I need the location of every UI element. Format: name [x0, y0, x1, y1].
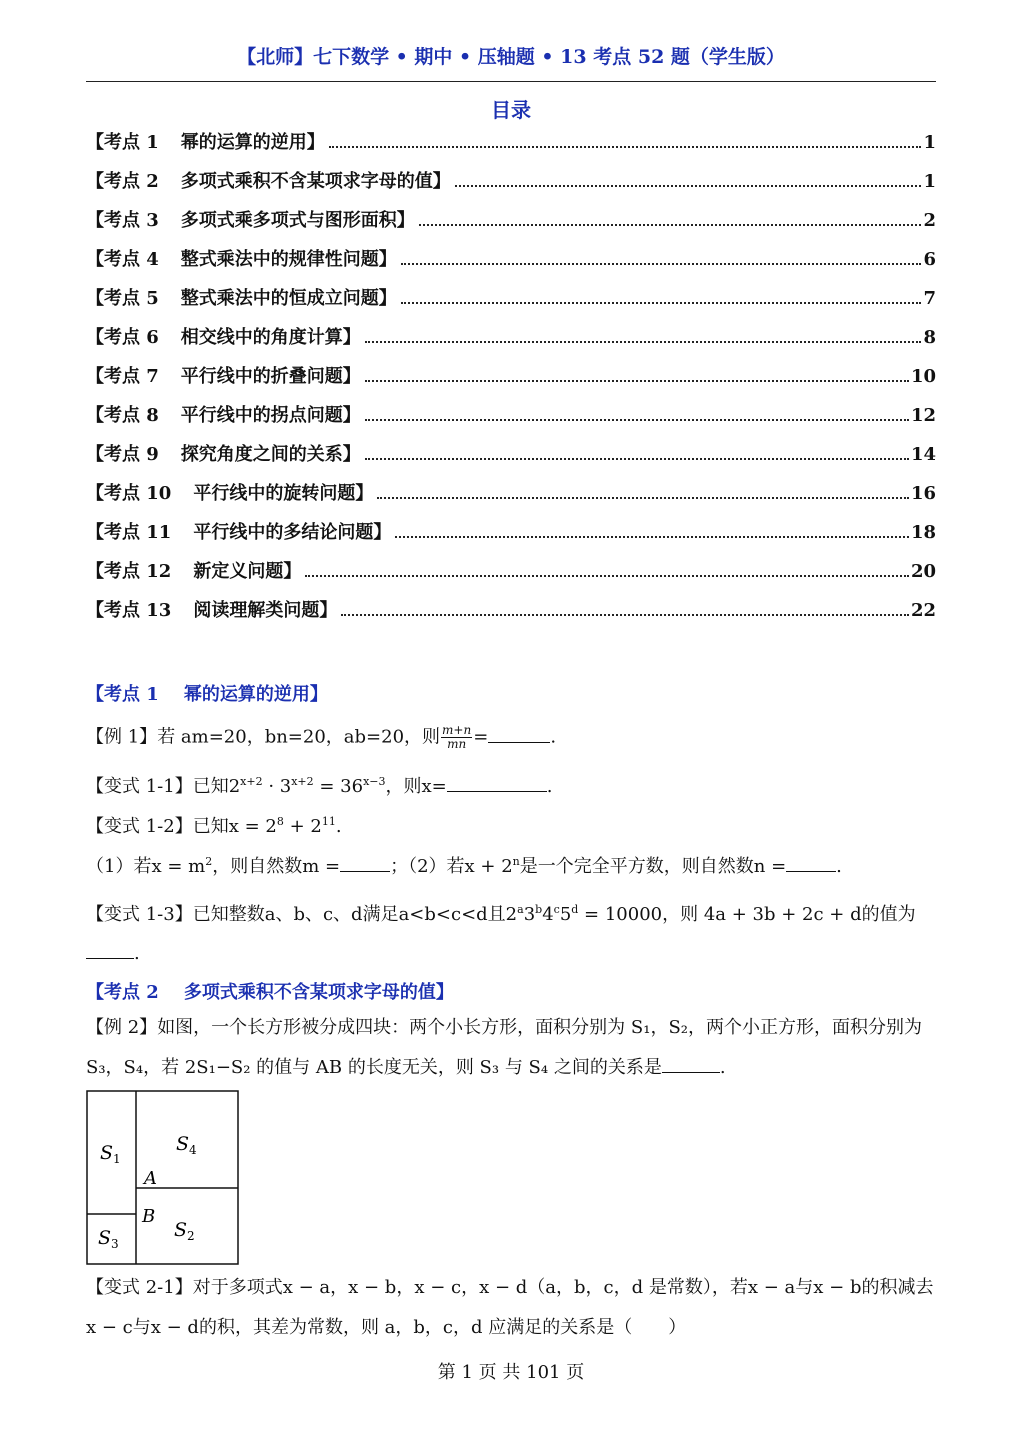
toc-leader-dots	[377, 497, 909, 499]
fraction-numerator: m+n	[442, 723, 472, 737]
toc-page-number: 1	[923, 132, 936, 153]
exponent: d	[571, 903, 579, 916]
label-s4: $S_4$	[176, 1133, 197, 1157]
toc-entry[interactable]	[86, 401, 936, 440]
label-a: A	[144, 1168, 157, 1189]
toc-key: 【考点 13	[86, 600, 172, 621]
toc-page-number: 14	[910, 444, 936, 465]
exponent: x+2	[291, 775, 314, 788]
page-header: 【北师】七下数学 • 期中 • 压轴题 • 13 考点 52 题（学生版）	[237, 46, 785, 68]
part-2-text: ；（2）若x + 2	[390, 856, 513, 877]
variant-2-1-text: 对于多项式x − a，x − b，x − c，x − d（a，b，c，d 是常数），若x − a与x − b的积减去x − c与x − d的积，其差为常数，则 a，b，c，d 应满足的关系是（ ）	[86, 1277, 934, 1338]
toc-leader-dots	[365, 341, 922, 343]
toc-label: 平行线中的折叠问题】	[180, 366, 361, 387]
toc-entry[interactable]	[86, 440, 936, 479]
toc-entry[interactable]	[86, 323, 936, 362]
label-s2: $S_2$	[174, 1219, 195, 1243]
example-1-tag: 【例 1】	[86, 726, 158, 748]
exponent: x−3	[363, 775, 386, 788]
header-divider	[86, 81, 936, 82]
toc-page-number: 18	[910, 522, 936, 543]
toc-entry[interactable]	[86, 245, 936, 284]
variant-1-2-tag: 【变式 1-2】	[86, 816, 193, 837]
example-2-tag: 【例 2】	[86, 1017, 158, 1038]
toc-entry[interactable]	[86, 557, 936, 596]
part-1-text: （1）若x = m	[86, 856, 206, 877]
toc-key: 【考点 5	[86, 288, 159, 309]
answer-blank[interactable]	[340, 857, 390, 872]
toc-key: 【考点 8	[86, 405, 159, 426]
toc-entry[interactable]	[86, 167, 936, 206]
example-2	[86, 1008, 938, 1088]
example-1-text: 若 am=20，bn=20，ab=20，则	[157, 726, 441, 748]
exponent: 2	[205, 855, 213, 868]
label-s1: $S_1$	[100, 1142, 121, 1166]
toc-key: 【考点 6	[86, 327, 159, 348]
toc-key: 【考点 12	[86, 561, 172, 582]
toc-page-number: 20	[910, 561, 936, 582]
toc-entry[interactable]	[86, 128, 936, 167]
example-2-end: .	[719, 1057, 726, 1078]
example-1-equals: =	[473, 726, 489, 748]
toc-key: 【考点 2	[86, 171, 159, 192]
variant-2-1-tag: 【变式 2-1】	[86, 1277, 193, 1298]
base: 4	[542, 904, 554, 925]
toc-entry[interactable]	[86, 362, 936, 401]
toc-page-number: 8	[923, 327, 936, 348]
label-s3: $S_3$	[98, 1227, 119, 1251]
variant-1-3-text: 已知整数a、b、c、d满足a<b<c<d且2	[192, 904, 518, 925]
toc-label: 整式乘法中的恒成立问题】	[180, 288, 397, 309]
toc-leader-dots	[401, 302, 922, 304]
variant-1-1-tag: 【变式 1-1】	[86, 776, 193, 797]
toc-label: 阅读理解类问题】	[193, 600, 338, 621]
exponent: c	[553, 903, 560, 916]
toc-label: 平行线中的旋转问题】	[193, 483, 374, 504]
toc-title: 目录	[491, 98, 531, 122]
base: 3	[523, 904, 536, 925]
answer-blank[interactable]	[447, 777, 547, 792]
exponent: 8	[276, 815, 284, 828]
toc-leader-dots	[455, 185, 922, 187]
toc-page-number: 1	[923, 171, 936, 192]
variant-1-3-end: .	[134, 943, 140, 964]
toc-page-number: 12	[910, 405, 936, 426]
page-footer: 第 1 页 共 101 页	[437, 1362, 585, 1383]
toc-key: 【考点 10	[86, 483, 172, 504]
toc-leader-dots	[419, 224, 922, 226]
toc-page-number: 6	[923, 249, 936, 270]
toc-label: 整式乘法中的规律性问题】	[180, 249, 397, 270]
toc-key: 【考点 3	[86, 210, 159, 231]
variant-1-3-tag: 【变式 1-3】	[86, 904, 193, 925]
part-2-end: .	[836, 856, 842, 877]
exponent: x+2	[240, 775, 263, 788]
section-1-heading: 【考点 1 幂的运算的逆用】	[86, 684, 328, 705]
base: 5	[559, 904, 572, 925]
toc-label: 多项式乘积不含某项求字母的值】	[180, 171, 451, 192]
toc-page-number: 2	[923, 210, 936, 231]
variant-1-1-tail: ，则x=	[385, 776, 447, 797]
toc-leader-dots	[365, 380, 909, 382]
toc-leader-dots	[365, 419, 909, 421]
variant-1-3-answer-line	[86, 942, 938, 966]
toc-page-number: 7	[923, 288, 936, 309]
toc-label: 平行线中的拐点问题】	[180, 405, 361, 426]
rectangle-figure	[86, 1090, 242, 1268]
variant-1-2-plus: + 2	[283, 816, 322, 837]
toc-key: 【考点 11	[86, 522, 172, 543]
toc-leader-dots	[329, 146, 922, 148]
toc-page-number: 16	[910, 483, 936, 504]
variant-1-1	[86, 770, 938, 799]
example-1-end: .	[550, 726, 557, 748]
toc-key: 【考点 7	[86, 366, 159, 387]
example-1	[86, 724, 938, 751]
toc-entry[interactable]	[86, 518, 936, 557]
toc-entry[interactable]	[86, 206, 936, 245]
toc-label: 新定义问题】	[193, 561, 302, 582]
toc-entry[interactable]	[86, 284, 936, 323]
toc-leader-dots	[401, 263, 922, 265]
exponent: n	[512, 855, 520, 868]
toc-key: 【考点 9	[86, 444, 159, 465]
exponent: a	[517, 903, 524, 916]
toc-key: 【考点 4	[86, 249, 159, 270]
exponent: 11	[321, 815, 336, 828]
variant-1-2	[86, 810, 938, 839]
table-of-contents	[86, 128, 936, 635]
variant-1-3-tail: = 10000，则 4a + 3b + 2c + d的值为	[578, 904, 916, 925]
label-b: B	[142, 1206, 156, 1227]
variant-1-1-mid: · 3	[262, 776, 292, 797]
answer-blank[interactable]	[786, 857, 836, 872]
toc-label: 探究角度之间的关系】	[180, 444, 361, 465]
fraction-denominator: mn	[447, 737, 467, 751]
toc-leader-dots	[365, 458, 909, 460]
toc-label: 幂的运算的逆用】	[180, 132, 325, 153]
toc-page-number: 22	[910, 600, 936, 621]
toc-label: 相交线中的角度计算】	[180, 327, 361, 348]
variant-1-1-text: 已知2	[192, 776, 241, 797]
answer-blank[interactable]	[488, 728, 550, 743]
variant-1-1-end: .	[546, 776, 553, 797]
toc-leader-dots	[395, 536, 909, 538]
part-2-tail: 是一个完全平方数，则自然数n =	[519, 856, 787, 877]
answer-blank[interactable]	[662, 1058, 720, 1073]
variant-1-2-text: 已知x = 2	[192, 816, 277, 837]
variant-1-3	[86, 898, 938, 927]
variant-1-2-end: .	[335, 816, 342, 837]
toc-leader-dots	[305, 575, 909, 577]
variant-2-1	[86, 1268, 938, 1348]
toc-label: 多项式乘多项式与图形面积】	[180, 210, 415, 231]
toc-entry[interactable]	[86, 479, 936, 518]
toc-page-number: 10	[910, 366, 936, 387]
variant-1-1-eq: = 36	[313, 776, 364, 797]
example-2-text: 如图，一个长方形被分成四块：两个小长方形，面积分别为 S₁，S₂，两个小正方形，面积分别为 S₃，S₄，若 2S₁−S₂ 的值与 AB 的长度无关，则 S₃ 与 S₄ 之间的关系是	[86, 1017, 922, 1078]
section-2-heading: 【考点 2 多项式乘积不含某项求字母的值】	[86, 982, 454, 1003]
toc-label: 平行线中的多结论问题】	[193, 522, 392, 543]
part-1-tail: ，则自然数m =	[212, 856, 341, 877]
exponent: b	[535, 903, 543, 916]
toc-entry[interactable]	[86, 596, 936, 635]
toc-key: 【考点 1	[86, 132, 159, 153]
fraction	[441, 724, 472, 751]
variant-1-2-parts	[86, 850, 938, 879]
toc-leader-dots	[341, 614, 909, 616]
answer-blank[interactable]	[86, 944, 134, 959]
